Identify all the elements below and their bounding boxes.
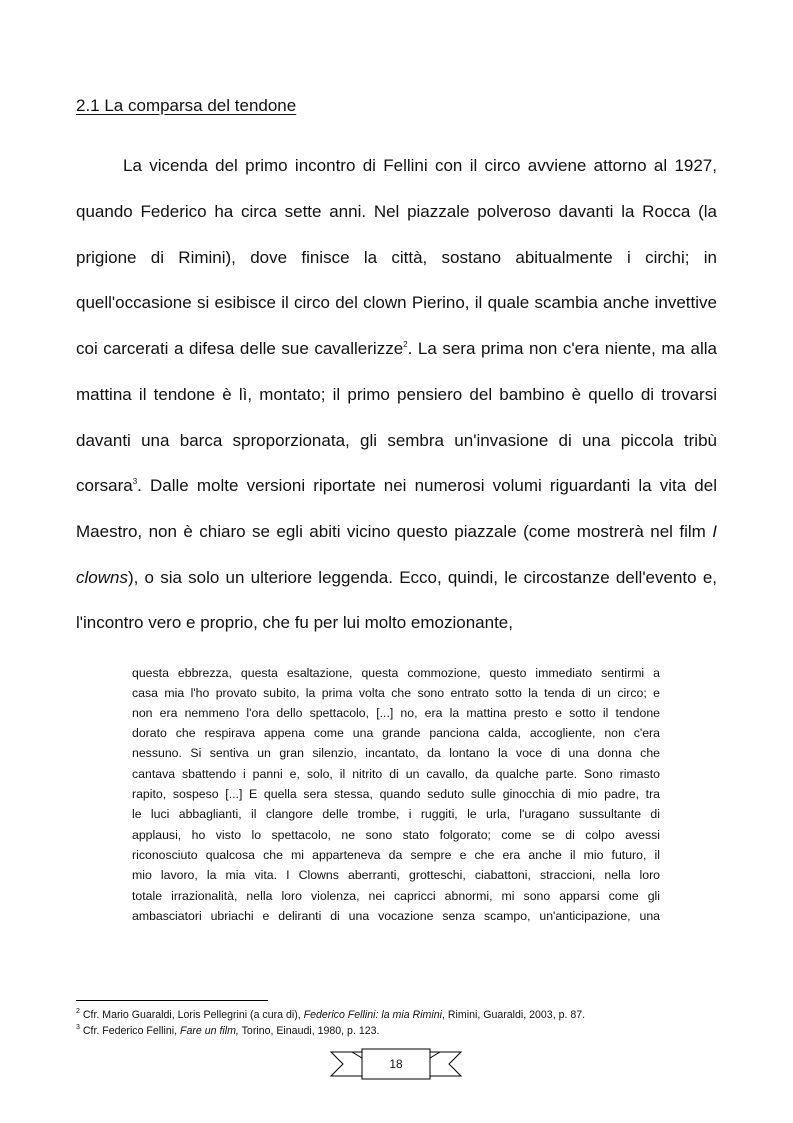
footnote-3 bbox=[76, 1024, 379, 1038]
footnote-text: Torino, Einaudi, 1980, p. 123. bbox=[238, 1025, 380, 1037]
section-heading: 2.1 La comparsa del tendone bbox=[76, 96, 297, 115]
quote-line: ambasciatori ubriachi e deliranti di una vocazione senza scampo, un'anticipazione, una bbox=[132, 909, 660, 923]
body-line: l'incontro vero e proprio, che fu per lui molto emozionante, bbox=[76, 613, 513, 632]
body-line: La vicenda del primo incontro di Fellini con il circo avviene attorno al 1927, bbox=[123, 156, 717, 175]
body-text: corsara bbox=[76, 476, 133, 495]
quote-line: cantava sbattendo i panni e, solo, il nitrito di un cavallo, da qualche parte. Sono rimasto bbox=[132, 767, 660, 781]
body-line: quell'occasione si esibisce il circo del clown Pierino, il quale scambia anche invettive bbox=[76, 293, 717, 312]
quote-line: riconosciuto qualcosa che mi apparteneva da sempre e che era anche il mio futuro, il bbox=[132, 848, 660, 862]
body-line bbox=[76, 567, 717, 589]
body-line: quando Federico ha circa sette anni. Nel piazzale polveroso davanti la Rocca (la bbox=[76, 202, 717, 221]
footnote-ref-2[interactable]: 2 bbox=[403, 340, 408, 349]
film-title: I bbox=[712, 522, 717, 541]
footnote-text: Cfr. Mario Guaraldi, Loris Pellegrini (a cura di), bbox=[79, 1009, 304, 1021]
footnote-separator bbox=[76, 1000, 268, 1001]
body-line: davanti una barca sproporzionata, gli sembra un'invasione di una piccola tribù bbox=[76, 431, 717, 450]
body-text: coi carcerati a difesa delle sue cavallerizze bbox=[76, 339, 404, 358]
quote-line: nessuno. Si sentiva un gran silenzio, incantato, da lontano la voce di una donna che bbox=[132, 746, 660, 760]
body-text: . La sera prima non c'era niente, ma alla bbox=[407, 339, 717, 358]
body-text: Maestro, non è chiaro se egli abiti vicino questo piazzale (come mostrerà nel film bbox=[76, 522, 706, 541]
body-line bbox=[76, 338, 717, 360]
body-line: mattina il tendone è lì, montato; il primo pensiero del bambino è quello di trovarsi bbox=[76, 385, 717, 404]
footnote-text: , Rimini, Guaraldi, 2003, p. 87. bbox=[442, 1009, 586, 1021]
body-line bbox=[76, 521, 717, 543]
quote-line: dorato che respirava appena come una grande panciona calda, accogliente, non c'era bbox=[132, 726, 660, 740]
book-title: Federico Fellini: la mia Rimini bbox=[303, 1009, 442, 1021]
book-title: Fare un film, bbox=[180, 1025, 239, 1037]
footnote-number: 2 bbox=[76, 1008, 80, 1015]
film-title: clowns bbox=[76, 568, 128, 587]
quote-line: questa ebbrezza, questa esaltazione, questa commozione, questo immediato sentirmi a bbox=[132, 666, 660, 680]
body-line: prigione di Rimini), dove finisce la città, sostano abitualmente i circhi; in bbox=[76, 248, 717, 267]
body-line bbox=[76, 475, 717, 497]
quote-line: applausi, ho visto lo spettacolo, ne sono stato folgorato; come se di colpo avessi bbox=[132, 828, 660, 842]
quote-line: casa mia l'ho provato subito, la prima volta che sono entrato sotto la tenda di un circo; e bbox=[132, 686, 660, 700]
footnote-number: 3 bbox=[76, 1024, 80, 1031]
body-text: ), o sia solo un ulteriore leggenda. Ecco, quindi, le circostanze dell'evento e, bbox=[127, 568, 717, 587]
footnote-2 bbox=[76, 1008, 585, 1022]
page-number: 18 bbox=[389, 1057, 403, 1071]
quote-line: rapito, sospeso [...] E quella sera stessa, quando seduto sulle ginocchia di mio padre, tra bbox=[132, 787, 660, 801]
quote-line: non era nemmeno l'ora dello spettacolo, [...] no, era la mattina presto e sotto il tendone bbox=[132, 706, 660, 720]
footnote-ref-3[interactable]: 3 bbox=[132, 477, 138, 486]
body-text: . Dalle molte versioni riportate nei numerosi volumi riguardanti la vita del bbox=[137, 476, 717, 495]
quote-line: le luci abbaglianti, il clangore delle trombe, i ruggiti, le urla, l'uragano sussultante di bbox=[132, 807, 660, 821]
footnote-text: Cfr. Federico Fellini, bbox=[79, 1025, 180, 1037]
quote-line: mio lavoro, la mia vita. I Clowns aberranti, grotteschi, ciabattoni, straccioni, nella loro bbox=[132, 868, 660, 882]
quote-line: totale irrazionalità, nella loro violenza, nei capricci abnormi, mi sono apparsi come gli bbox=[132, 889, 660, 903]
